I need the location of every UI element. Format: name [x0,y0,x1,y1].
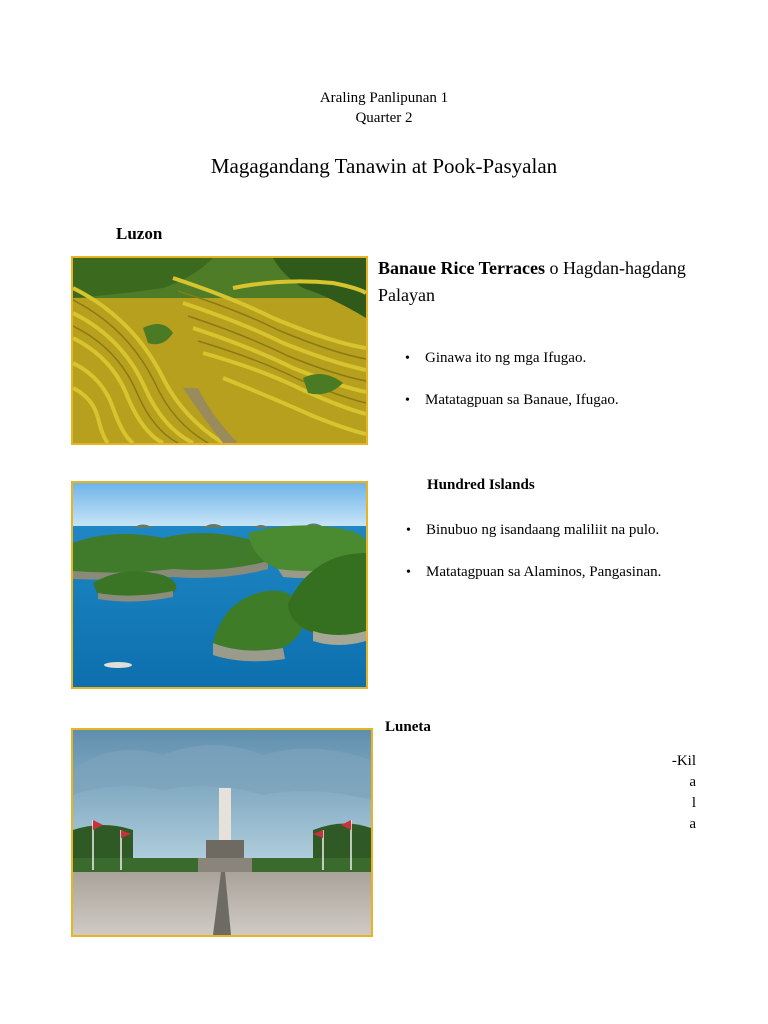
luneta-heading: Luneta [385,719,431,735]
banaue-name: Banaue Rice Terraces [378,258,545,278]
region-heading: Luzon [116,224,163,243]
banaue-bullet-list [405,348,715,432]
side-text-line: l [691,795,696,811]
luneta-side-text [640,751,696,835]
side-text-line: -Kil [671,753,696,769]
hundred-islands-bullet-list [406,520,706,604]
banaue-heading [378,255,688,309]
list-item: • Ginawa ito ng mga Ifugao. [425,348,715,369]
list-item: • Matatagpuan sa Alaminos, Pangasinan. [426,562,706,583]
list-item: • Binubuo ng isandaang maliliit na pulo. [426,520,706,541]
list-item: • Matatagpuan sa Banaue, Ifugao. [425,390,715,411]
hundred-islands-photo [71,481,368,689]
luneta-photo [71,728,373,937]
page-title: Magagandang Tanawin at Pook-Pasyalan [210,154,558,178]
banaue-alt-name: o Hagdan-hagdang Palayan [378,258,686,305]
side-text-line: a [689,774,696,790]
document-header [0,88,768,128]
hundred-islands-heading: Hundred Islands [427,477,535,493]
side-text-line: a [689,816,696,832]
rice-terraces-photo [71,256,368,445]
quarter-line: Quarter 2 [355,110,413,126]
subject-line: Araling Panlipunan 1 [319,90,449,106]
